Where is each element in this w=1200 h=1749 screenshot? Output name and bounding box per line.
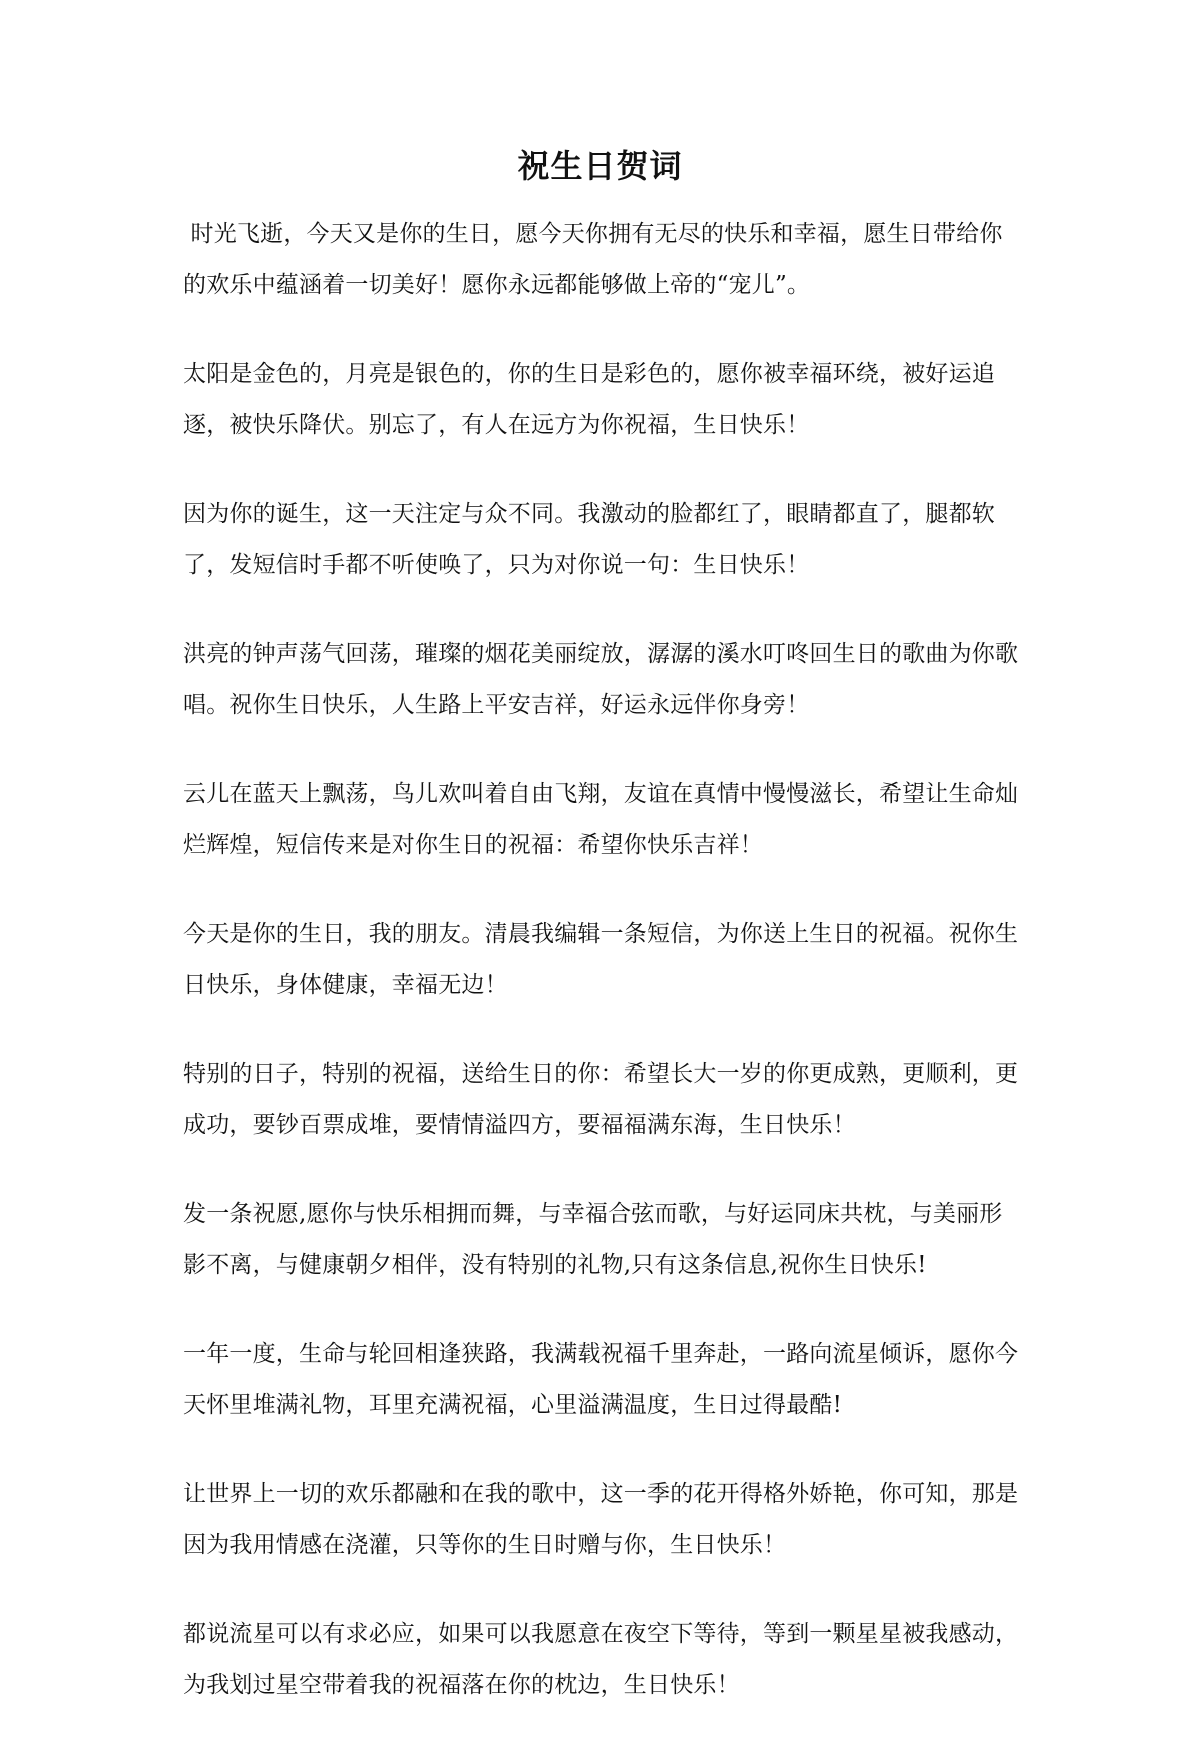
paragraph: 都说流星可以有求必应，如果可以我愿意在夜空下等待，等到一颗星星被我感动，为我划过星空带着我的祝福落在你的枕边，生日快乐！ <box>183 1621 1019 1698</box>
paragraph: 云儿在蓝天上飘荡，鸟儿欢叫着自由飞翔，友谊在真情中慢慢滋长，希望让生命灿烂辉煌，短信传来是对你生日的祝福：希望你快乐吉祥！ <box>183 781 1019 858</box>
paragraph: 今天是你的生日，我的朋友。清晨我编辑一条短信，为你送上生日的祝福。祝你生日快乐，身体健康，幸福无边！ <box>183 921 1019 998</box>
paragraph: 时光飞逝，今天又是你的生日，愿今天你拥有无尽的快乐和幸福，愿生日带给你的欢乐中蕴涵着一切美好！愿你永远都能够做上帝的“宠儿”。 <box>183 221 1003 298</box>
paragraph: 太阳是金色的，月亮是银色的，你的生日是彩色的，愿你被幸福环绕，被好运追逐，被快乐降伏。别忘了，有人在远方为你祝福，生日快乐！ <box>183 361 995 438</box>
document-title: 祝生日贺词 <box>517 147 683 185</box>
paragraph: 让世界上一切的欢乐都融和在我的歌中，这一季的花开得格外娇艳，你可知，那是因为我用情感在浇灌，只等你的生日时赠与你，生日快乐！ <box>183 1481 1019 1558</box>
document-body <box>183 209 1023 1749</box>
paragraph: 因为你的诞生，这一天注定与众不同。我激动的脸都红了，眼睛都直了，腿都软了，发短信时手都不听使唤了，只为对你说一句：生日快乐！ <box>183 501 995 578</box>
paragraph: 发一条祝愿,愿你与快乐相拥而舞，与幸福合弦而歌，与好运同床共枕，与美丽形影不离，与健康朝夕相伴，没有特别的礼物,只有这条信息,祝你生日快乐! <box>183 1201 1003 1278</box>
paragraph: 特别的日子，特别的祝福，送给生日的你：希望长大一岁的你更成熟，更顺利，更成功，要钞百票成堆，要情情溢四方，要福福满东海，生日快乐！ <box>183 1061 1019 1138</box>
paragraph: 一年一度，生命与轮回相逢狭路，我满载祝福千里奔赴，一路向流星倾诉，愿你今天怀里堆满礼物，耳里充满祝福，心里溢满温度，生日过得最酷! <box>183 1341 1019 1418</box>
paragraph: 洪亮的钟声荡气回荡，璀璨的烟花美丽绽放，潺潺的溪水叮咚回生日的歌曲为你歌唱。祝你生日快乐，人生路上平安吉祥，好运永远伴你身旁！ <box>183 641 1019 718</box>
